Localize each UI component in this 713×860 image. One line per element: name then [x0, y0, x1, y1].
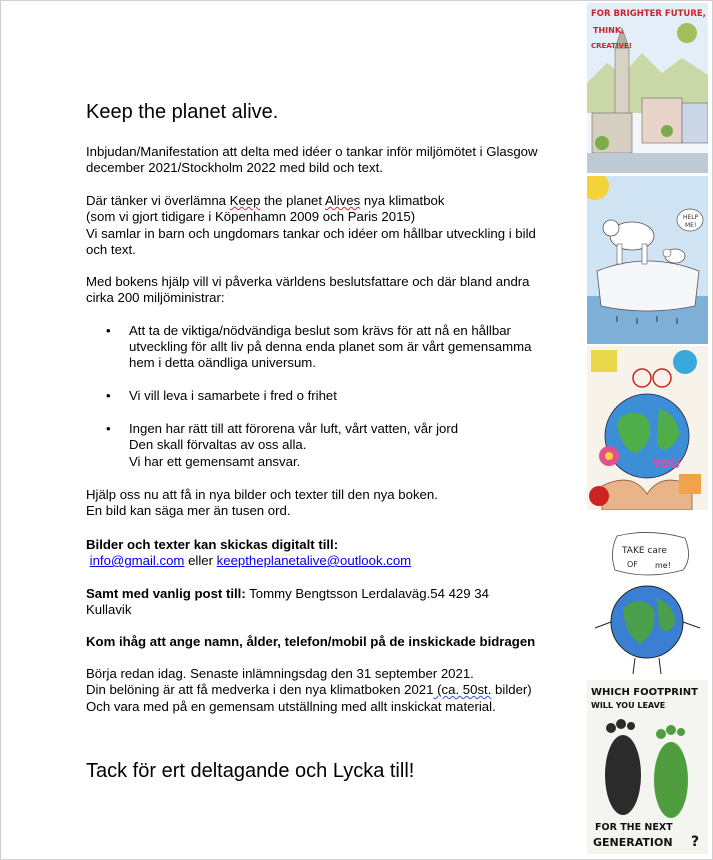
bullet-3-line-1: Ingen har rätt till att förorena vår luft, vårt vatten, vår jord: [129, 421, 459, 436]
book-text-mid: the planet: [260, 193, 325, 208]
intro-line-1: Inbjudan/Manifestation att delta med idéer o tankar inför miljömötet i Glasgow: [86, 144, 538, 159]
globe-hands-drawing-illustration: [587, 346, 708, 510]
drawing-bear-bubble-1: HELP: [683, 214, 699, 221]
help-line-2: En bild kan säga mer än tusen ord.: [86, 503, 291, 518]
post-heading: Samt med vanlig post till:: [86, 586, 246, 601]
bullet-3-line-3: Vi har ett gemensamt ansvar.: [129, 454, 301, 469]
drawing-polar-bears: [587, 176, 708, 344]
bullet-dot: •: [106, 421, 111, 436]
bullet-3-line-2: Den skall förvaltas av oss alla.: [129, 437, 307, 452]
book-line-4: och text.: [86, 242, 136, 257]
email-link-info[interactable]: info@gmail.com: [89, 553, 185, 568]
drawing-footprint-question: ?: [691, 834, 700, 850]
reward-text: Din belöning är att få medverka i den nya klimatboken 2021: [86, 682, 434, 697]
email-or: eller: [184, 553, 217, 568]
book-line-1: [86, 193, 444, 210]
deadline-line-2: [86, 682, 532, 699]
drawing-footprint-bottom-2: GENERATION: [593, 836, 673, 849]
post-address: Tommy Bengtsson Lerdalaväg.54 429 34: [245, 586, 489, 601]
remember-note: Kom ihåg att ange namn, ålder, telefon/mobil på de inskickade bidragen: [86, 634, 536, 649]
email-line: [86, 553, 411, 570]
help-line-1: Hjälp oss nu att få in nya bilder och texter till den nya boken.: [86, 487, 438, 502]
drawing-footprint: [587, 680, 708, 854]
city-drawing-illustration: [587, 3, 708, 173]
footprint-drawing-illustration: [587, 680, 708, 854]
post-line: [86, 586, 489, 603]
reward-suffix: bilder): [491, 682, 532, 697]
bullet-dot: •: [106, 323, 111, 338]
drawing-bubble-line-2: OF: [627, 560, 638, 569]
book-word-alives: Alives: [325, 193, 361, 208]
bullet-2-line-1: Vi vill leva i samarbete i fred o frihet: [129, 388, 337, 403]
book-line-3: Vi samlar in barn och ungdomars tankar och idéer om hållbar utveckling i bild: [86, 226, 536, 241]
book-word-keep: Keep: [229, 193, 261, 208]
deadline-line-3: Och vara med på en gemensam utställning med allt inskickat material.: [86, 699, 496, 714]
drawing-footprint-top-2: WILL YOU LEAVE: [591, 701, 666, 710]
drawing-globe-caption: YOU: [652, 457, 681, 471]
drawing-bear-bubble-2: ME!: [685, 222, 697, 229]
document-title: Keep the planet alive.: [86, 101, 279, 123]
digital-heading: Bilder och texter kan skickas digitalt till:: [86, 537, 339, 552]
drawing-globe-hands: [587, 346, 708, 510]
bullet-1-line-3: hem i detta oändliga universum.: [129, 355, 316, 370]
polar-bear-drawing-illustration: [587, 176, 708, 344]
book-text-pre: Där tänker vi överlämna: [86, 193, 230, 208]
bullet-1-line-2: utveckling för allt liv på denna enda planet som är vårt gemensamma: [129, 339, 532, 354]
drawing-bubble-line-3: me!: [655, 561, 671, 570]
drawing-bubble-line-1: TAKE care: [622, 546, 667, 556]
bullet-dot: •: [106, 388, 111, 403]
drawing-footprint-bottom-1: FOR THE NEXT: [595, 822, 673, 833]
reward-count: (ca. 50st.: [433, 682, 492, 697]
book-text-post: nya klimatbok: [360, 193, 445, 208]
drawing-take-care: [587, 528, 708, 676]
book-line-2: (som vi gjort tidigare i Köpenhamn 2009 och Paris 2015): [86, 209, 416, 224]
drawing-city-caption-2: THINK,: [593, 26, 625, 35]
intro-line-2: december 2021/Stockholm 2022 med bild och text.: [86, 160, 383, 175]
drawing-city: [587, 3, 708, 173]
influence-line-1: Med bokens hjälp vill vi påverka världens beslutsfattare och där bland andra: [86, 274, 530, 289]
drawing-footprint-top-1: WHICH FOOTPRINT: [591, 687, 698, 698]
email-link-outlook[interactable]: keeptheplanetalive@outlook.com: [216, 553, 412, 568]
deadline-line-1: Börja redan idag. Senaste inlämningsdag den 31 september 2021.: [86, 666, 474, 681]
closing-message: Tack för ert deltagande och Lycka till!: [86, 760, 415, 782]
bullet-1-line-1: Att ta de viktiga/nödvändiga beslut som krävs för att nå en hållbar: [129, 323, 511, 338]
take-care-drawing-illustration: [587, 528, 708, 676]
influence-line-2: cirka 200 miljöministrar:: [86, 290, 225, 305]
post-city: Kullavik: [86, 602, 132, 617]
drawing-city-caption-3: CREATIVE!: [591, 42, 632, 50]
drawing-city-caption-1: FOR BRIGHTER FUTURE,: [591, 9, 706, 19]
